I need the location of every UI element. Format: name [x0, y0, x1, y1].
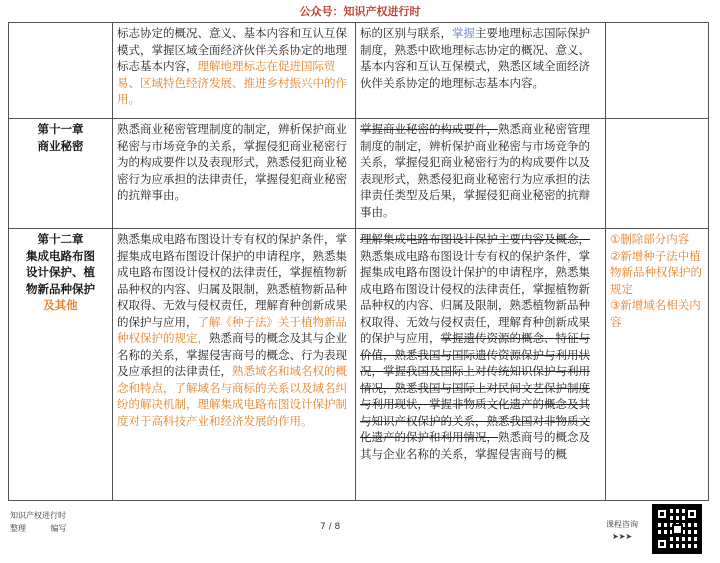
page-number: 7 / 8 — [320, 522, 341, 532]
change-note: ③新增域名相关内容 — [610, 298, 701, 329]
table-row — [9, 23, 709, 119]
chapter-title-line: 第十二章 — [37, 232, 84, 246]
chapter-title-line: 设计保护、植 — [26, 265, 95, 279]
old-text-segment: 熟悉域名和域名权的概念和特点，了解域名与商标的关系以及域名纠纷的解决机制，理解集成电路布图设计保护制度对于高科技产业和经济发展的作用。 — [117, 364, 347, 428]
new-content-cell — [356, 119, 606, 229]
chapter-title-line: 第十一章 — [37, 122, 84, 136]
new-text-segment: 掌握遗传资源的概念、特征与价值，熟悉我国与国际遗传资源保护与利用状况，掌握我国及国际上对传统知识保护与利用情况，熟悉我国与国际上对民间文艺保护制度与利用现状，掌握非物质文化遗产的概念及其与知识产权保护的关系，熟悉我国对非物质文化遗产的保护和利用情况， — [360, 331, 590, 444]
footer-brand-name: 知识产权进行时 — [10, 511, 66, 520]
new-content-cell — [356, 23, 606, 119]
footer-role-write: 编写 — [50, 524, 67, 533]
new-content-cell — [356, 229, 606, 501]
footer-brand — [10, 509, 89, 535]
old-text-segment: 熟悉集成电路布图设计专有权的保护条件，掌握集成电路布图设计保护的申请程序，熟悉集成电路布图设计侵权的法律责任，掌握植物新品种权的内容、归属及限制，熟悉植物新品种权取得、无效与侵权责任，理解育种创新成果的保护与应用， — [117, 232, 347, 329]
table-row — [9, 229, 709, 501]
qr-code-icon[interactable] — [652, 504, 702, 554]
new-text-segment: 掌握商业秘密的构成要件， — [360, 122, 498, 136]
course-consult-label: 课程咨询 — [606, 520, 638, 529]
comparison-table — [8, 22, 709, 501]
course-consult — [606, 519, 638, 543]
chapter-title-line: 集成电路布图 — [26, 248, 95, 263]
old-content-cell — [113, 119, 356, 229]
old-text-segment: 熟悉商号的概念及其与企业名称的关系，掌握侵害商号的概念、行为表现及应承担的法律责任， — [117, 331, 347, 378]
chapter-cell — [9, 229, 113, 501]
note-cell — [606, 119, 709, 229]
table-row — [9, 119, 709, 229]
arrows-icon: ➤➤➤ — [611, 532, 633, 541]
header-title: 公众号：知识产权进行时 — [299, 5, 421, 18]
chapter-cell — [9, 119, 113, 229]
new-text-segment: 理解集成电路布图设计保护主要内容及概念， — [360, 232, 590, 246]
chapter-cell — [9, 23, 113, 119]
note-cell — [606, 23, 709, 119]
old-text-segment: 了解《种子法》关于植物新品种权保护的规定， — [117, 314, 347, 345]
change-note: ②新增种子法中植物新品种权保护的规定 — [610, 248, 702, 296]
old-text-segment: 理解地理标志在促进国际贸易、区域特色经济发展、推进乡村振兴中的作用。 — [117, 59, 347, 106]
new-text-segment: 熟悉商号的概念及其与企业名称的关系，掌握侵害商号的概 — [360, 430, 590, 461]
footer-roles — [10, 522, 89, 535]
note-cell — [606, 229, 709, 501]
old-content-cell — [113, 23, 356, 119]
new-text-segment: 主要地理标志国际保护制度，熟悉中欧地理标志协定的概况、意义、基本内容和互认互保模式，熟悉区域全面经济伙伴关系协定的地理标志基本内容。 — [360, 26, 590, 90]
new-text-segment: 标的区别与联系， — [360, 26, 452, 40]
new-text-segment: 熟悉集成电路布图设计专有权的保护条件，掌握集成电路布图设计保护的申请程序，熟悉集成电路布图设计侵权的法律责任，掌握植物新品种权的内容、归属及限制，熟悉植物新品种权取得、无效与侵权责任，理解育种创新成果的保护与应用， — [360, 248, 590, 345]
footer-role-organize: 整理 — [10, 524, 26, 533]
chapter-title-line: 商业秘密 — [37, 138, 84, 153]
old-text-segment: 熟悉商业秘密管理制度的制定，辨析保护商业秘密与市场竞争的关系，掌握侵犯商业秘密行为的构成要件以及表现形式，熟悉侵犯商业秘密行为应承担的法律责任，掌握侵犯商业秘密的抗辩事由。 — [117, 122, 347, 202]
chapter-title-line: 及其他 — [43, 298, 78, 312]
new-text-segment: 掌握 — [452, 26, 475, 40]
old-content-cell — [113, 229, 356, 501]
chapter-title-line: 物新品种保护 — [26, 281, 95, 296]
new-text-segment: 熟悉商业秘密管理制度的制定，辨析保护商业秘密与市场竞争的关系，掌握侵犯商业秘密行为的构成要件以及表现形式，熟悉侵犯商业秘密行为应承担的法律责任类型及后果，掌握侵犯商业秘密的抗辩事由。 — [360, 122, 590, 219]
page-header — [0, 0, 720, 22]
old-text-segment: 标志协定的概况、意义、基本内容和互认互保模式，掌握区域全面经济伙伴关系协定的地理标志基本内容， — [117, 26, 347, 73]
change-note: ①删除部分内容 — [610, 232, 690, 246]
